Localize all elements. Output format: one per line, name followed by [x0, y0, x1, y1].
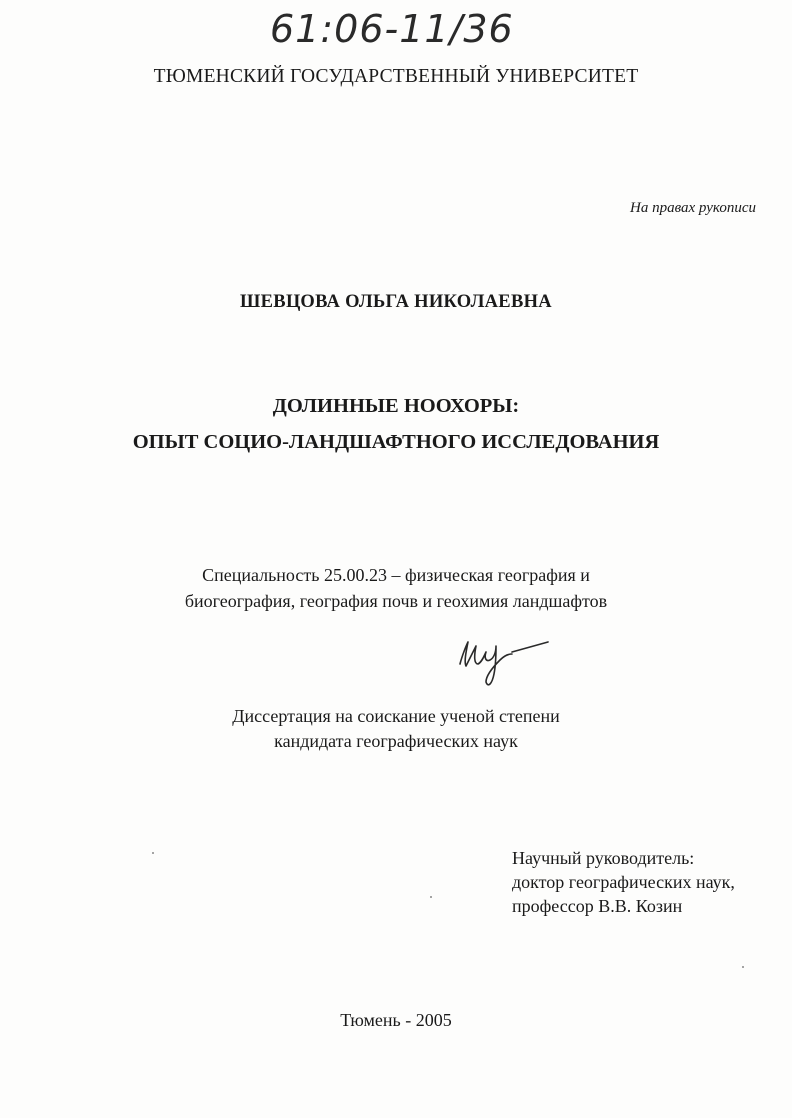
- supervisor-block: [512, 846, 735, 918]
- handwritten-archive-code: [268, 4, 518, 52]
- specialty-line-1: Специальность 25.00.23 – физическая география и: [202, 565, 590, 585]
- thesis-title-line-1: ДОЛИННЫЕ НООХОРЫ:: [272, 395, 520, 417]
- manuscript-rights-note: На правах рукописи: [630, 200, 756, 216]
- supervisor-line-3: профессор В.В. Козин: [512, 896, 683, 916]
- supervisor-line-2: доктор географических наук,: [512, 872, 735, 892]
- city-and-year: Тюмень - 2005: [340, 1010, 452, 1030]
- supervisor-line-1: Научный руководитель:: [512, 848, 695, 868]
- university-name: ТЮМЕНСКИЙ ГОСУДАРСТВЕННЫЙ УНИВЕРСИТЕТ: [153, 66, 639, 87]
- scan-speck: [742, 966, 744, 968]
- degree-line-2: кандидата географических наук: [274, 731, 518, 751]
- author-signature: [452, 628, 552, 692]
- specialty-line-2: биогеография, география почв и геохимия ландшафтов: [184, 591, 608, 611]
- specialty-block: [0, 562, 792, 614]
- thesis-title-line-2: ОПЫТ СОЦИО-ЛАНДШАФТНОГО ИССЛЕДОВАНИЯ: [132, 431, 660, 453]
- degree-block: [0, 704, 792, 754]
- thesis-title: [0, 388, 792, 460]
- scan-speck: [430, 896, 432, 898]
- author-name: ШЕВЦОВА ОЛЬГА НИКОЛАЕВНА: [240, 292, 552, 312]
- archive-code-text: 61:06-11/36: [270, 7, 514, 51]
- degree-line-1: Диссертация на соискание ученой степени: [232, 706, 560, 726]
- scan-speck: [152, 852, 154, 854]
